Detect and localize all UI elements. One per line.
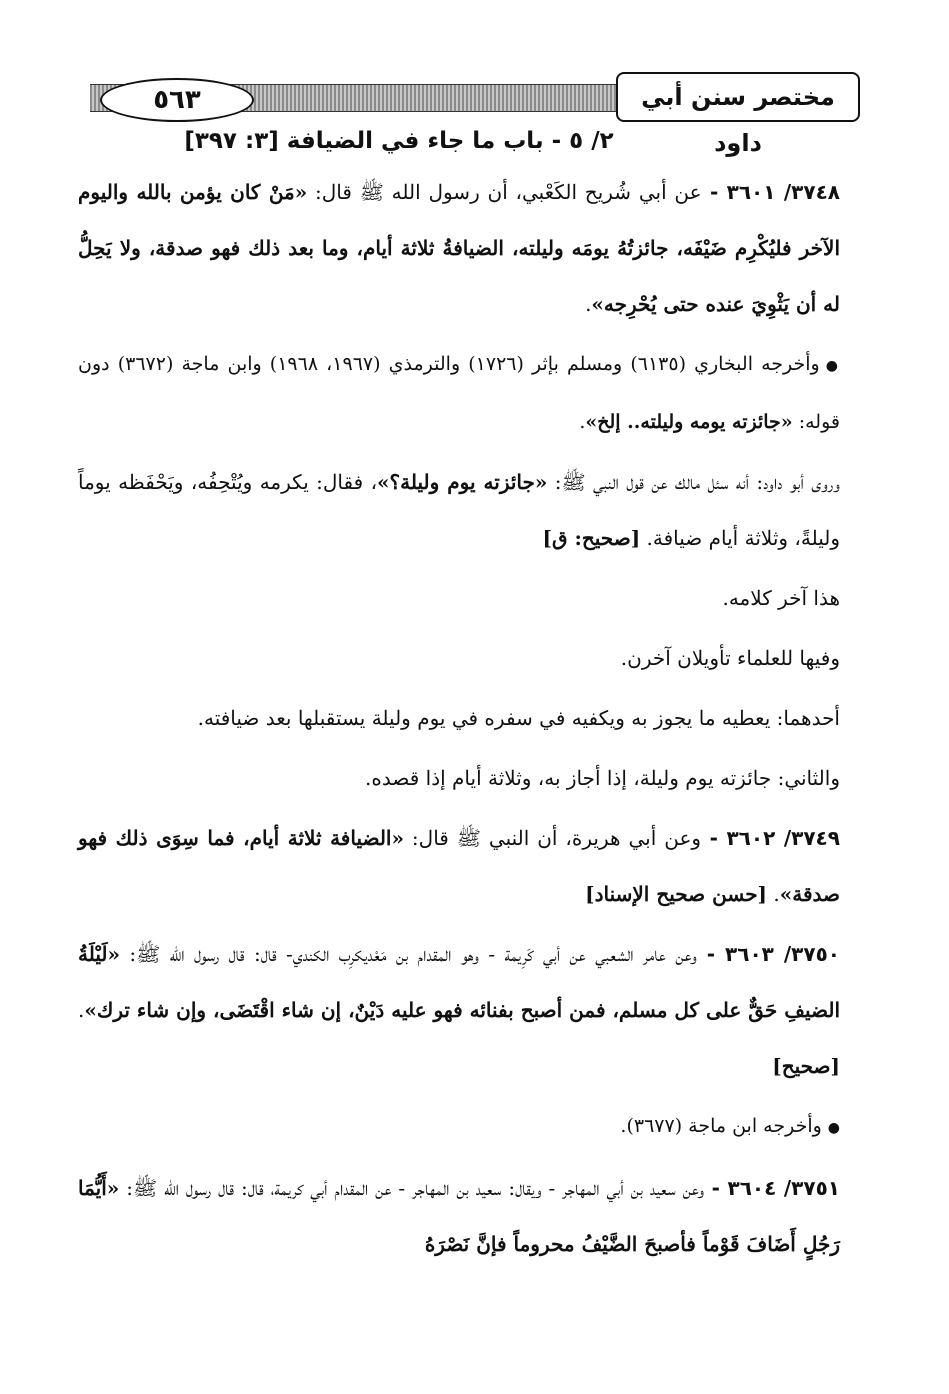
page-number: ٥٦٣ bbox=[100, 78, 254, 122]
note-text-2: ، فقال: يكرمه ويُتْحِفُه، ويَحْفَظه يوماً وليلةً، وثلاثة أيام ضيافة. bbox=[78, 470, 840, 550]
hadith-quote: «الضيافة ثلاثة أيام، فما سِوَى ذلك فهو صدقة» bbox=[78, 826, 840, 906]
page-body bbox=[78, 128, 840, 1276]
chapter-title: ٢/ ٥ - باب ما جاء في الضيافة [٣: ٣٩٧] bbox=[184, 128, 614, 154]
bullet-icon: ● bbox=[825, 358, 841, 374]
abu-dawud-note bbox=[78, 454, 840, 566]
takhrij-note-2 bbox=[78, 1098, 840, 1156]
hadith-text: وعن سعيد بن أبي المهاجر - ويقال: سعيد بن المهاجر - عن المقدام أبي كريمة، قال: قال رسول الله ﷺ: bbox=[119, 1176, 705, 1200]
grade-badge: [صحيح] bbox=[772, 1054, 840, 1078]
hadith-number: ٣٧٥١/ ٣٦٠٤ - bbox=[704, 1176, 840, 1200]
hadith-end: . bbox=[585, 292, 592, 316]
takhrij-note-1 bbox=[78, 336, 840, 450]
line-first-interpretation: أحدهما: يعطيه ما يجوز به ويكفيه في سفره في يوم وليلة يستقبلها بعد ضيافته. bbox=[197, 706, 840, 730]
hadith-number: ٣٧٤٨/ ٣٦٠١ - bbox=[701, 180, 840, 204]
note-text: وروى أبو داود: أنه سئل مالك عن قول النبي ﷺ: bbox=[547, 470, 840, 494]
hadith-quote: «مَنْ كان يؤمن بالله واليوم الآخر فليُكْرِم ضَيْفَه، جائزتُهُ يومَه وليلته، الضيافةُ ثلاثة أيام، وما بعد ذلك فهو صدقة، ولا يَحِلُّ له أن يَثْوِيَ عنده حتى يُحْرِجه» bbox=[78, 180, 840, 316]
book-title: مختصر سنن أبي داود bbox=[616, 72, 860, 122]
hadith-text: وعن أبي هريرة، أن النبي ﷺ قال: bbox=[403, 826, 702, 850]
hadith-quote: «لَيْلَةُ الضيفِ حَقٌّ على كل مسلم، فمن أصبح بفنائه فهو عليه دَيْنٌ، إن شاء اقْتَضَى، وإن شاء ترك» bbox=[78, 942, 840, 1022]
note-quote: «جائزته يوم وليلة؟» bbox=[377, 470, 548, 494]
grade-badge: [صحيح: ق] bbox=[542, 526, 641, 550]
hadith-text: وعن عامر الشعبي عن أبي كَرِيمة - وهو المقدام بن مَعْديكرِب الكندي- قال: قال رسول الله ﷺ: bbox=[119, 942, 697, 966]
takhrij-end: . bbox=[579, 411, 586, 433]
line-two-interpretations: وفيها للعلماء تأويلان آخرن. bbox=[620, 646, 840, 670]
hadith-3748 bbox=[78, 164, 840, 332]
takhrij-text: وأخرجه ابن ماجة (٣٦٧٧). bbox=[620, 1115, 822, 1137]
line-second-interpretation: والثاني: جائزته يوم وليلة، إذا أجاز به، وثلاثة أيام إذا قصده. bbox=[365, 766, 840, 790]
hadith-3749 bbox=[78, 810, 840, 922]
hadith-quote: «أَيُّمَا رَجُلٍ أَضَافَ قَوْماً فأصبحَ الضَّيْفُ محروماً فإنَّ نَصْرَهُ bbox=[78, 1176, 840, 1256]
hadith-end: . bbox=[78, 998, 85, 1022]
takhrij-text: وأخرجه البخاري (٦١٣٥) ومسلم بإثر (١٧٢٦) والترمذي (١٩٦٧، ١٩٦٨) وابن ماجة (٣٦٧٢) دون قوله: bbox=[78, 353, 840, 433]
grade-badge: [حسن صحيح الإسناد] bbox=[585, 882, 768, 906]
line-end-of-words: هذا آخر كلامه. bbox=[722, 586, 840, 610]
hadith-text: عن أبي شُريح الكَعْبي، أن رسول الله ﷺ قال: bbox=[307, 180, 702, 204]
hadith-end: . bbox=[767, 882, 780, 906]
hadith-3751 bbox=[78, 1160, 840, 1272]
takhrij-quote: «جائزته يومه وليلته.. إلخ» bbox=[585, 411, 793, 433]
bullet-icon: ● bbox=[827, 1120, 840, 1136]
hadith-3750 bbox=[78, 926, 840, 1094]
hadith-number: ٣٧٥٠/ ٣٦٠٣ - bbox=[696, 942, 840, 966]
hadith-number: ٣٧٤٩/ ٣٦٠٢ - bbox=[701, 826, 840, 850]
